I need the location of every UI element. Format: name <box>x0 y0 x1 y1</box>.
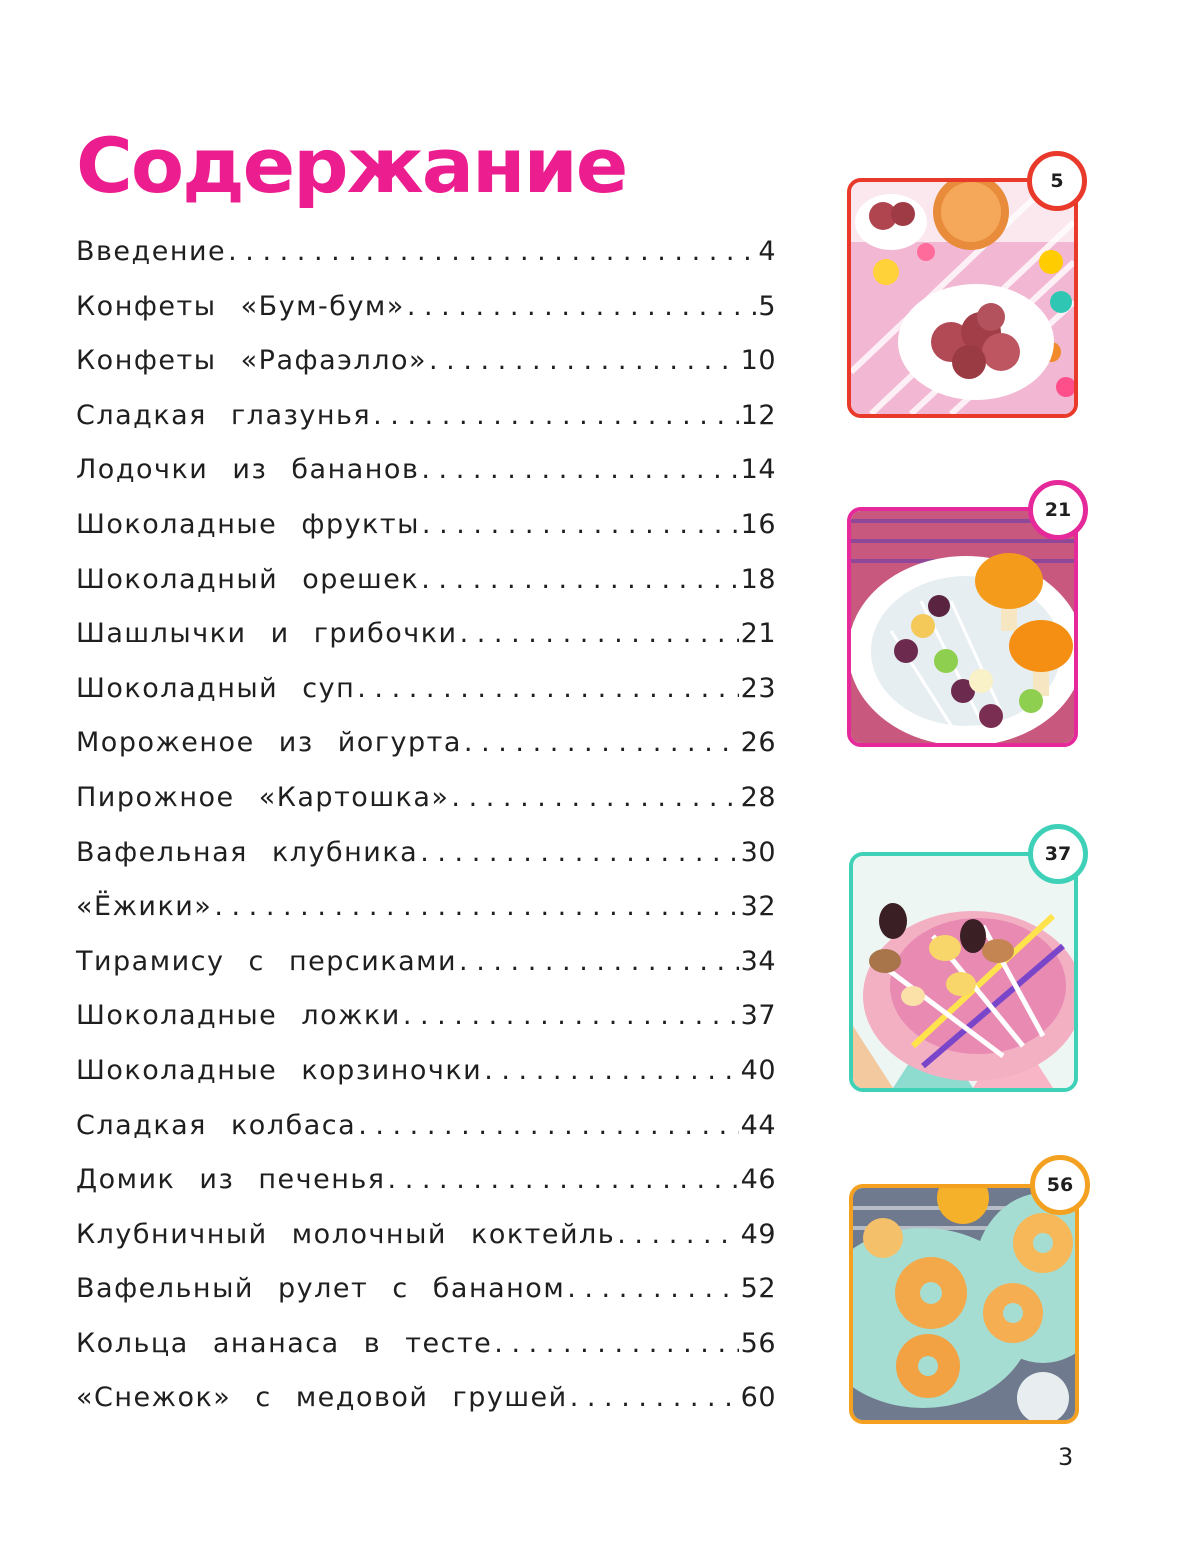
toc-entry[interactable] <box>76 1055 776 1110</box>
toc-entry[interactable] <box>76 1382 776 1437</box>
toc-leader-dots <box>459 946 739 977</box>
toc-leader-dots <box>214 891 738 922</box>
toc-entry[interactable] <box>76 782 776 837</box>
toc-entry-label: Вафельная клубника <box>76 836 419 868</box>
thumbnail-skewers[interactable] <box>847 507 1078 747</box>
toc-entry[interactable] <box>76 1110 776 1165</box>
toc-entry-label: Конфеты «Рафаэлло» <box>76 345 428 377</box>
toc-entry-page: 44 <box>740 1109 776 1141</box>
toc-entry[interactable] <box>76 618 776 673</box>
toc-entry-label: Сладкая колбаса <box>76 1109 357 1141</box>
toc-entry-label: Шоколадные ложки <box>76 1000 401 1032</box>
toc-entry-page: 26 <box>740 727 776 759</box>
toc-entry-page: 52 <box>740 1273 776 1305</box>
toc-leader-dots <box>388 1164 739 1195</box>
toc-entry-page: 12 <box>740 399 776 431</box>
toc-entry-page: 23 <box>740 672 776 704</box>
toc-entry-label: Шашлычки и грибочки <box>76 618 458 650</box>
toc-entry-label: Шоколадный орешек <box>76 563 420 595</box>
toc-entry-page: 30 <box>740 836 776 868</box>
toc-entry[interactable] <box>76 236 776 291</box>
toc-leader-dots <box>422 509 739 540</box>
toc-leader-dots <box>451 782 738 813</box>
page-number: 3 <box>1058 1443 1074 1471</box>
toc-entry-label: Шоколадный суп <box>76 672 356 704</box>
skewers-photo <box>851 511 1074 743</box>
toc-entry[interactable] <box>76 400 776 455</box>
toc-entry[interactable] <box>76 727 776 782</box>
thumbnail-page-badge: 21 <box>1028 480 1088 540</box>
toc-entry-label: Тирамису с персиками <box>76 945 458 977</box>
toc-entry-label: Мороженое из йогурта <box>76 727 462 759</box>
toc-entry-label: Клубничный молочный коктейль <box>76 1218 616 1250</box>
toc-entry[interactable] <box>76 564 776 619</box>
toc-entry[interactable] <box>76 345 776 400</box>
toc-entry-label: Кольца ананаса в тесте <box>76 1327 493 1359</box>
toc-entry[interactable] <box>76 673 776 728</box>
toc-entry-page: 34 <box>740 945 776 977</box>
pineapple-rings-photo <box>853 1188 1075 1420</box>
thumbnail-page-badge: 56 <box>1030 1155 1090 1215</box>
thumbnail-candies[interactable] <box>847 178 1078 418</box>
table-of-contents <box>76 236 776 1437</box>
toc-entry-label: Домик из печенья <box>76 1164 386 1196</box>
toc-entry-label: Введение <box>76 236 227 267</box>
toc-entry[interactable] <box>76 454 776 509</box>
toc-leader-dots <box>567 1273 738 1304</box>
toc-leader-dots <box>403 1000 739 1031</box>
thumbnail-page-badge: 5 <box>1027 151 1087 211</box>
toc-leader-dots <box>421 454 738 485</box>
toc-entry-page: 46 <box>740 1164 776 1196</box>
toc-leader-dots <box>484 1055 738 1086</box>
toc-leader-dots <box>460 618 739 649</box>
toc-entry-page: 28 <box>740 781 776 813</box>
toc-leader-dots <box>570 1382 739 1413</box>
toc-entry-label: Вафельный рулет с бананом <box>76 1273 566 1305</box>
toc-entry-label: Шоколадные фрукты <box>76 508 420 540</box>
toc-entry[interactable] <box>76 1328 776 1383</box>
toc-entry-page: 32 <box>740 891 776 923</box>
toc-entry-page: 40 <box>740 1054 776 1086</box>
toc-entry[interactable] <box>76 946 776 1001</box>
toc-entry-label: «Снежок» с медовой грушей <box>76 1382 568 1414</box>
toc-entry-page: 49 <box>740 1218 776 1250</box>
toc-leader-dots <box>420 837 738 868</box>
toc-entry[interactable] <box>76 1164 776 1219</box>
toc-entry-page: 18 <box>740 563 776 595</box>
toc-leader-dots <box>358 1110 738 1141</box>
toc-leader-dots <box>407 291 756 322</box>
chocolate-spoons-photo <box>853 856 1074 1088</box>
thumbnail-chocolate-spoons[interactable] <box>849 852 1078 1092</box>
toc-entry-label: Конфеты «Бум-бум» <box>76 290 405 322</box>
toc-entry-label: Лодочки из бананов <box>76 454 420 486</box>
toc-leader-dots <box>464 727 739 758</box>
toc-entry-page: 14 <box>740 454 776 486</box>
toc-leader-dots <box>373 400 739 431</box>
toc-entry-label: Пирожное «Картошка» <box>76 781 450 813</box>
toc-entry-label: Сладкая глазунья <box>76 399 372 431</box>
candies-photo <box>851 182 1074 414</box>
toc-leader-dots <box>421 564 738 595</box>
toc-entry-page: 4 <box>758 236 776 267</box>
toc-entry-page: 60 <box>740 1382 776 1414</box>
thumbnail-page-badge: 37 <box>1028 824 1088 884</box>
toc-entry[interactable] <box>76 1219 776 1274</box>
toc-entry[interactable] <box>76 1000 776 1055</box>
toc-entry-page: 10 <box>740 345 776 377</box>
toc-entry[interactable] <box>76 291 776 346</box>
toc-leader-dots <box>357 673 738 704</box>
toc-leader-dots <box>228 236 756 267</box>
toc-entry-page: 5 <box>758 290 776 322</box>
toc-entry-page: 56 <box>740 1327 776 1359</box>
toc-entry-label: «Ёжики» <box>76 891 213 923</box>
toc-entry[interactable] <box>76 891 776 946</box>
toc-entry-label: Шоколадные корзиночки <box>76 1054 483 1086</box>
toc-entry[interactable] <box>76 837 776 892</box>
toc-leader-dots <box>617 1219 738 1250</box>
toc-entry[interactable] <box>76 1273 776 1328</box>
page-title: Содержание <box>76 121 627 210</box>
toc-entry-page: 21 <box>740 618 776 650</box>
thumbnail-pineapple-rings[interactable] <box>849 1184 1079 1424</box>
toc-entry-page: 37 <box>740 1000 776 1032</box>
toc-leader-dots <box>429 345 739 376</box>
toc-entry-page: 16 <box>740 508 776 540</box>
toc-leader-dots <box>494 1328 738 1359</box>
toc-entry[interactable] <box>76 509 776 564</box>
